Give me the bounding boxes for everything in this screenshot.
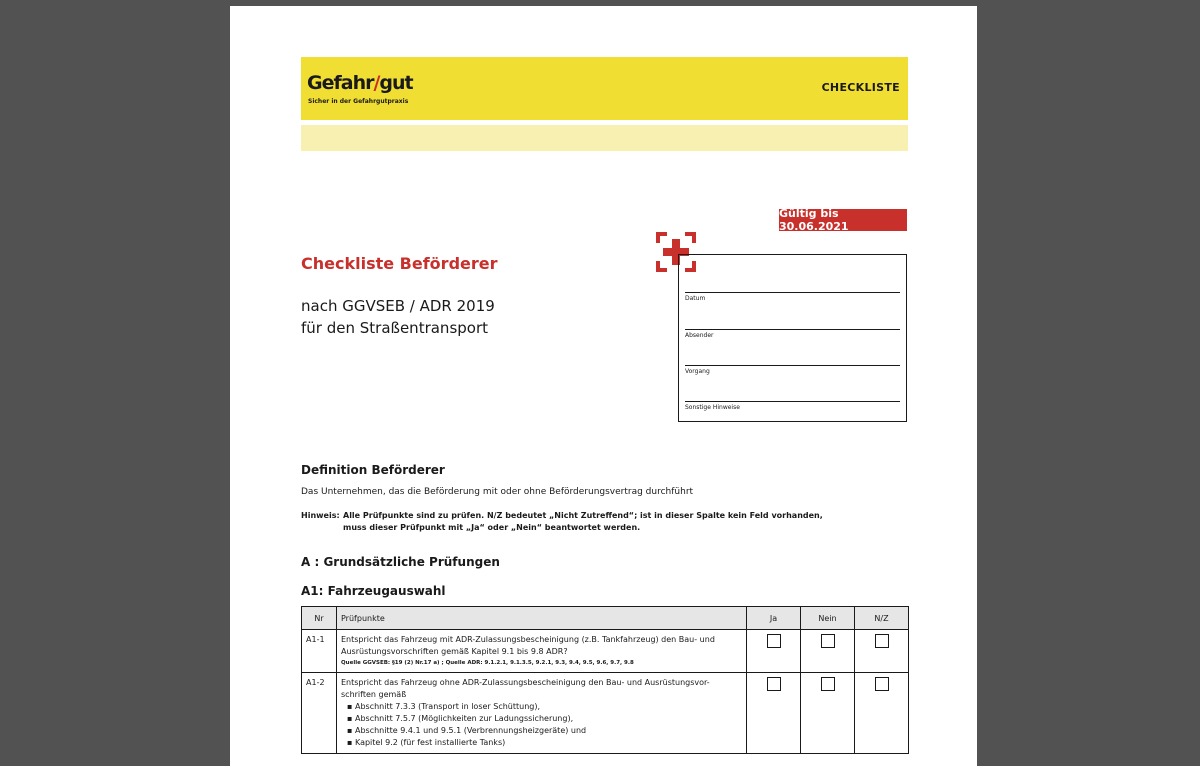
na-checkbox[interactable]: [875, 677, 889, 691]
process-line[interactable]: [685, 365, 900, 366]
yes-checkbox[interactable]: [767, 677, 781, 691]
item-line: Entspricht das Fahrzeug mit ADR-Zulassungsbescheinigung (z.B. Tankfahrzeug) den Bau- und: [341, 635, 715, 644]
hint-line-2: muss dieser Prüfpunkt mit „Ja“ oder „Nein“ beantwortet werden.: [343, 523, 641, 532]
no-checkbox[interactable]: [821, 634, 835, 648]
subtitle-line-2: für den Straßentransport: [301, 319, 489, 337]
subtitle-line-1: nach GGVSEB / ADR 2019: [301, 297, 495, 315]
item-source: Quelle GGVSEB: §19 (2) Nr.17 a) ; Quelle ADR: 9.1.2.1, 9.1.3.5, 9.2.1, 9.3, 9.4, 9.5, 9.6, 9.7, 9.8: [341, 660, 634, 666]
hint-line-1: Alle Prüfpunkte sind zu prüfen. N/Z bedeutet „Nicht Zutreffend“; ist in dieser Spalte kein Feld vorhanden,: [343, 511, 823, 520]
no-cell: [801, 630, 855, 673]
sender-label: Absender: [685, 332, 714, 339]
table-header-row: [302, 607, 909, 630]
item-line: schriften gemäß: [341, 690, 407, 699]
bullet-text: Abschnitt 7.5.7 (Möglichkeiten zur Ladungssicherung),: [354, 714, 574, 723]
gefahrgut-logo: [307, 73, 413, 93]
notes-label: Sonstige Hinweise: [685, 404, 740, 411]
row-item: [337, 673, 747, 754]
row-item: [337, 630, 747, 673]
date-label: Datum: [685, 295, 706, 302]
bullet-item: ▪ Abschnitt 7.5.7 (Möglichkeiten zur Ladungssicherung),: [347, 714, 574, 723]
na-cell: [855, 673, 909, 754]
logo-part2: gut: [379, 72, 413, 94]
logo-slash: /: [373, 72, 380, 94]
hint-block: [301, 510, 861, 534]
item-line: Entspricht das Fahrzeug ohne ADR-Zulassungsbescheinigung den Bau- und Ausrüstungsvor-: [341, 678, 710, 687]
no-checkbox[interactable]: [821, 677, 835, 691]
checklist-table: [301, 606, 909, 754]
col-na: N/Z: [855, 607, 909, 630]
header-bar: [301, 57, 908, 120]
logo-tagline: Sicher in der Gefahrgutpraxis: [308, 98, 409, 105]
col-no: Nein: [801, 607, 855, 630]
sender-line[interactable]: [685, 329, 900, 330]
item-line: Ausrüstungsvorschriften gemäß Kapitel 9.1 bis 9.8 ADR?: [341, 647, 568, 656]
document-page: [230, 6, 977, 766]
date-line[interactable]: [685, 292, 900, 293]
yes-cell: [747, 630, 801, 673]
header-sub-bar: [301, 125, 908, 151]
bullet-item: ▪ Abschnitte 9.4.1 und 9.5.1 (Verbrennungsheizgeräte) und: [347, 726, 587, 735]
document-subtitle: [301, 295, 495, 339]
col-nr: Nr: [302, 607, 337, 630]
bullet-text: Abschnitte 9.4.1 und 9.5.1 (Verbrennungsheizgeräte) und: [354, 726, 587, 735]
hint-label: Hinweis:: [301, 511, 340, 520]
bullet-item: ▪ Kapitel 9.2 (für fest installierte Tanks): [347, 738, 506, 747]
table-row: [302, 673, 909, 754]
header-title: CHECKLISTE: [821, 81, 900, 94]
valid-until-badge: Gültig bis 30.06.2021: [779, 209, 907, 231]
yes-checkbox[interactable]: [767, 634, 781, 648]
na-cell: [855, 630, 909, 673]
no-cell: [801, 673, 855, 754]
notes-line[interactable]: [685, 401, 900, 402]
table-row: [302, 630, 909, 673]
bullet-item: ▪ Abschnitt 7.3.3 (Transport in loser Schüttung),: [347, 702, 541, 711]
bullet-text: Kapitel 9.2 (für fest installierte Tanks): [354, 738, 506, 747]
section-a1-heading: A1: Fahrzeugauswahl: [301, 584, 446, 598]
yes-cell: [747, 673, 801, 754]
definition-heading: Definition Beförderer: [301, 463, 445, 477]
logo-part1: Gefahr: [307, 72, 374, 94]
col-yes: Ja: [747, 607, 801, 630]
process-label: Vorgang: [685, 368, 710, 375]
bullet-text: Abschnitt 7.3.3 (Transport in loser Schüttung),: [354, 702, 541, 711]
na-checkbox[interactable]: [875, 634, 889, 648]
row-nr: A1-1: [302, 630, 337, 673]
section-a-heading: A : Grundsätzliche Prüfungen: [301, 555, 500, 569]
info-form-box: [678, 254, 907, 422]
document-title: Checkliste Beförderer: [301, 254, 498, 273]
definition-text: Das Unternehmen, das die Beförderung mit oder ohne Beförderungsvertrag durchführt: [301, 487, 694, 497]
col-item: Prüfpunkte: [337, 607, 747, 630]
row-nr: A1-2: [302, 673, 337, 754]
